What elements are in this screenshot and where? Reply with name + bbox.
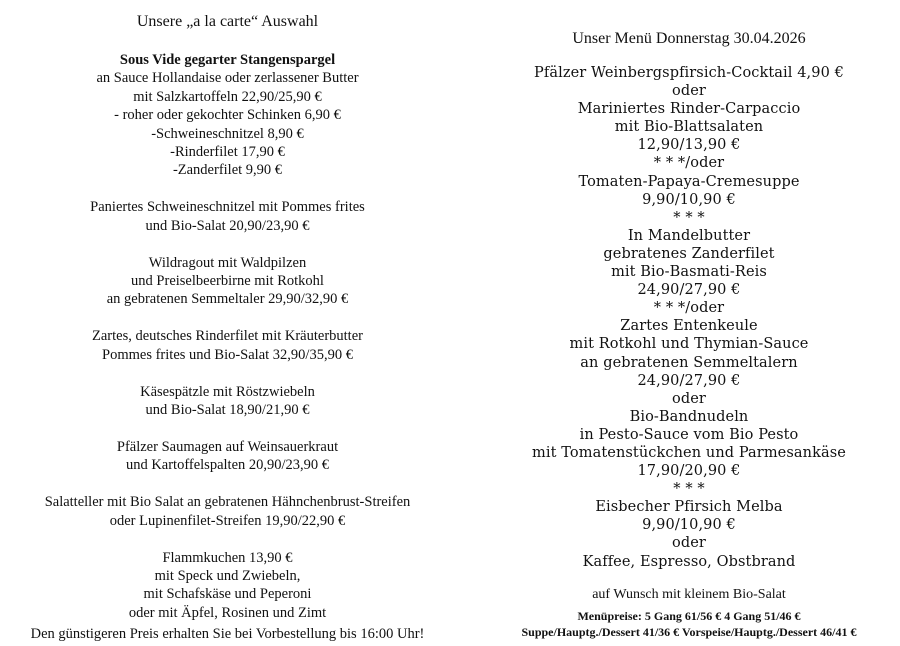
menu-line: 9,90/10,90 € (642, 191, 736, 208)
menu-item-line: oder Lupinenfilet-Streifen 19,90/22,90 € (109, 512, 346, 529)
menu-line: an gebratenen Semmeltalern (580, 354, 798, 371)
menu-item-line: an Sauce Hollandaise oder zerlassener Butter (96, 70, 359, 87)
menu-line: 24,90/27,90 € (637, 372, 741, 389)
menu-line: gebratenes Zanderfilet (603, 245, 775, 262)
spacer (0, 420, 455, 439)
menu-line: in Pesto-Sauce vom Bio Pesto (579, 426, 799, 443)
menu-line: mit Tomatenstückchen und Parmesankäse (532, 444, 846, 461)
menu-item-line: Paniertes Schweineschnitzel mit Pommes frites (90, 199, 365, 216)
menu-item-line: -Rinderfilet 17,90 € (170, 144, 285, 161)
menu-item-line: Flammkuchen 13,90 € (162, 549, 293, 566)
menu-item (0, 493, 455, 530)
menu-item-line: -Schweineschnitzel 8,90 € (151, 125, 304, 142)
spacer (0, 530, 455, 549)
menu-prices-line: Menüpreise: 5 Gang 61/56 € 4 Gang 51/46 € (577, 609, 801, 623)
menu-item-line: mit Speck und Zwiebeln, (154, 568, 301, 585)
spacer (0, 180, 455, 199)
menu-item-line: und Kartoffelspalten 20,90/23,90 € (125, 457, 330, 474)
spacer (0, 364, 455, 383)
menu-line: Tomaten-Papaya-Cremesuppe (578, 173, 800, 190)
menu-item-line: Sous Vide gegarter Stangenspargel (119, 52, 336, 68)
menu-item-line: und Bio-Salat 18,90/21,90 € (145, 402, 310, 419)
menu-line: Bio-Bandnudeln (629, 408, 749, 425)
menu-line: oder (672, 83, 706, 100)
daily-menu-heading: Unser Menü Donnerstag 30.04.2026 (572, 30, 806, 47)
spacer (0, 309, 455, 328)
menu-prices-line: Suppe/Hauptg./Dessert 41/36 € Vorspeise/Hauptg./Dessert 46/41 € (521, 624, 857, 639)
menu-item-line: Pfälzer Saumagen auf Weinsauerkraut (116, 439, 339, 455)
menu-line: * * * (673, 209, 705, 226)
menu-line: oder (672, 390, 706, 407)
menu-item-line: an gebratenen Semmeltaler 29,90/32,90 € (106, 291, 349, 308)
menu-item-line: mit Salzkartoffeln 22,90/25,90 € (133, 88, 322, 105)
menu-line: 17,90/20,90 € (637, 463, 741, 480)
menu-line: In Mandelbutter (627, 227, 751, 244)
menu-line: mit Bio-Blattsalaten (614, 119, 764, 136)
menu-item (0, 51, 455, 180)
bio-salad-note: auf Wunsch mit kleinem Bio-Salat (592, 587, 786, 602)
menu-item (0, 198, 455, 235)
menu-item (0, 438, 455, 475)
menu-item (0, 383, 455, 420)
menu-item (0, 327, 455, 364)
menu-line: oder (672, 535, 706, 552)
menu-item-line: - roher oder gekochter Schinken 6,90 € (114, 107, 341, 124)
menu-item-line: Käsespätzle mit Röstzwiebeln (140, 383, 315, 400)
menu-line: Eisbecher Pfirsich Melba (595, 499, 783, 516)
a-la-carte-heading: Unsere „a la carte“ Auswahl (136, 13, 319, 30)
menu-line: Zartes Entenkeule (620, 318, 758, 335)
menu-item-line: oder mit Äpfel, Rosinen und Zimt (128, 604, 327, 621)
menu-line: Kaffee, Espresso, Obstbrand (582, 553, 796, 570)
menu-prices (478, 609, 900, 640)
a-la-carte-list (0, 51, 455, 622)
menu-item (0, 254, 455, 309)
menu-line: * * * (673, 481, 705, 498)
daily-menu-list (478, 64, 900, 571)
menu-line: 12,90/13,90 € (637, 137, 741, 154)
preorder-note: Den günstigeren Preis erhalten Sie bei Vorbestellung bis 16:00 Uhr! (30, 626, 425, 642)
menu-line: Mariniertes Rinder-Carpaccio (577, 101, 801, 118)
menu-line: 9,90/10,90 € (642, 517, 736, 534)
menu-item-line: mit Schafskäse und Peperoni (143, 586, 312, 603)
spacer (0, 475, 455, 494)
menu-line: * * */oder (653, 155, 725, 172)
menu-line: 24,90/27,90 € (637, 282, 741, 299)
menu-item-line: Wildragout mit Waldpilzen (148, 254, 307, 271)
menu-line: * * */oder (653, 300, 725, 317)
menu-item-line: und Preiselbeerbirne mit Rotkohl (131, 273, 324, 290)
spacer (0, 235, 455, 254)
menu-line: mit Rotkohl und Thymian-Sauce (569, 336, 809, 353)
menu-item-line: Pommes frites und Bio-Salat 32,90/35,90 € (102, 346, 353, 363)
menu-line: mit Bio-Basmati-Reis (611, 264, 767, 281)
menu-item-line: -Zanderfilet 9,90 € (172, 162, 283, 179)
menu-item-line: und Bio-Salat 20,90/23,90 € (145, 217, 310, 234)
menu-line: Pfälzer Weinbergspfirsich-Cocktail 4,90 € (534, 65, 844, 81)
menu-item (0, 549, 455, 623)
menu-item-line: Salatteller mit Bio Salat an gebratenen Hähnchenbrust-Streifen (44, 494, 411, 511)
menu-item-line: Zartes, deutsches Rinderfilet mit Kräuterbutter (92, 328, 363, 345)
